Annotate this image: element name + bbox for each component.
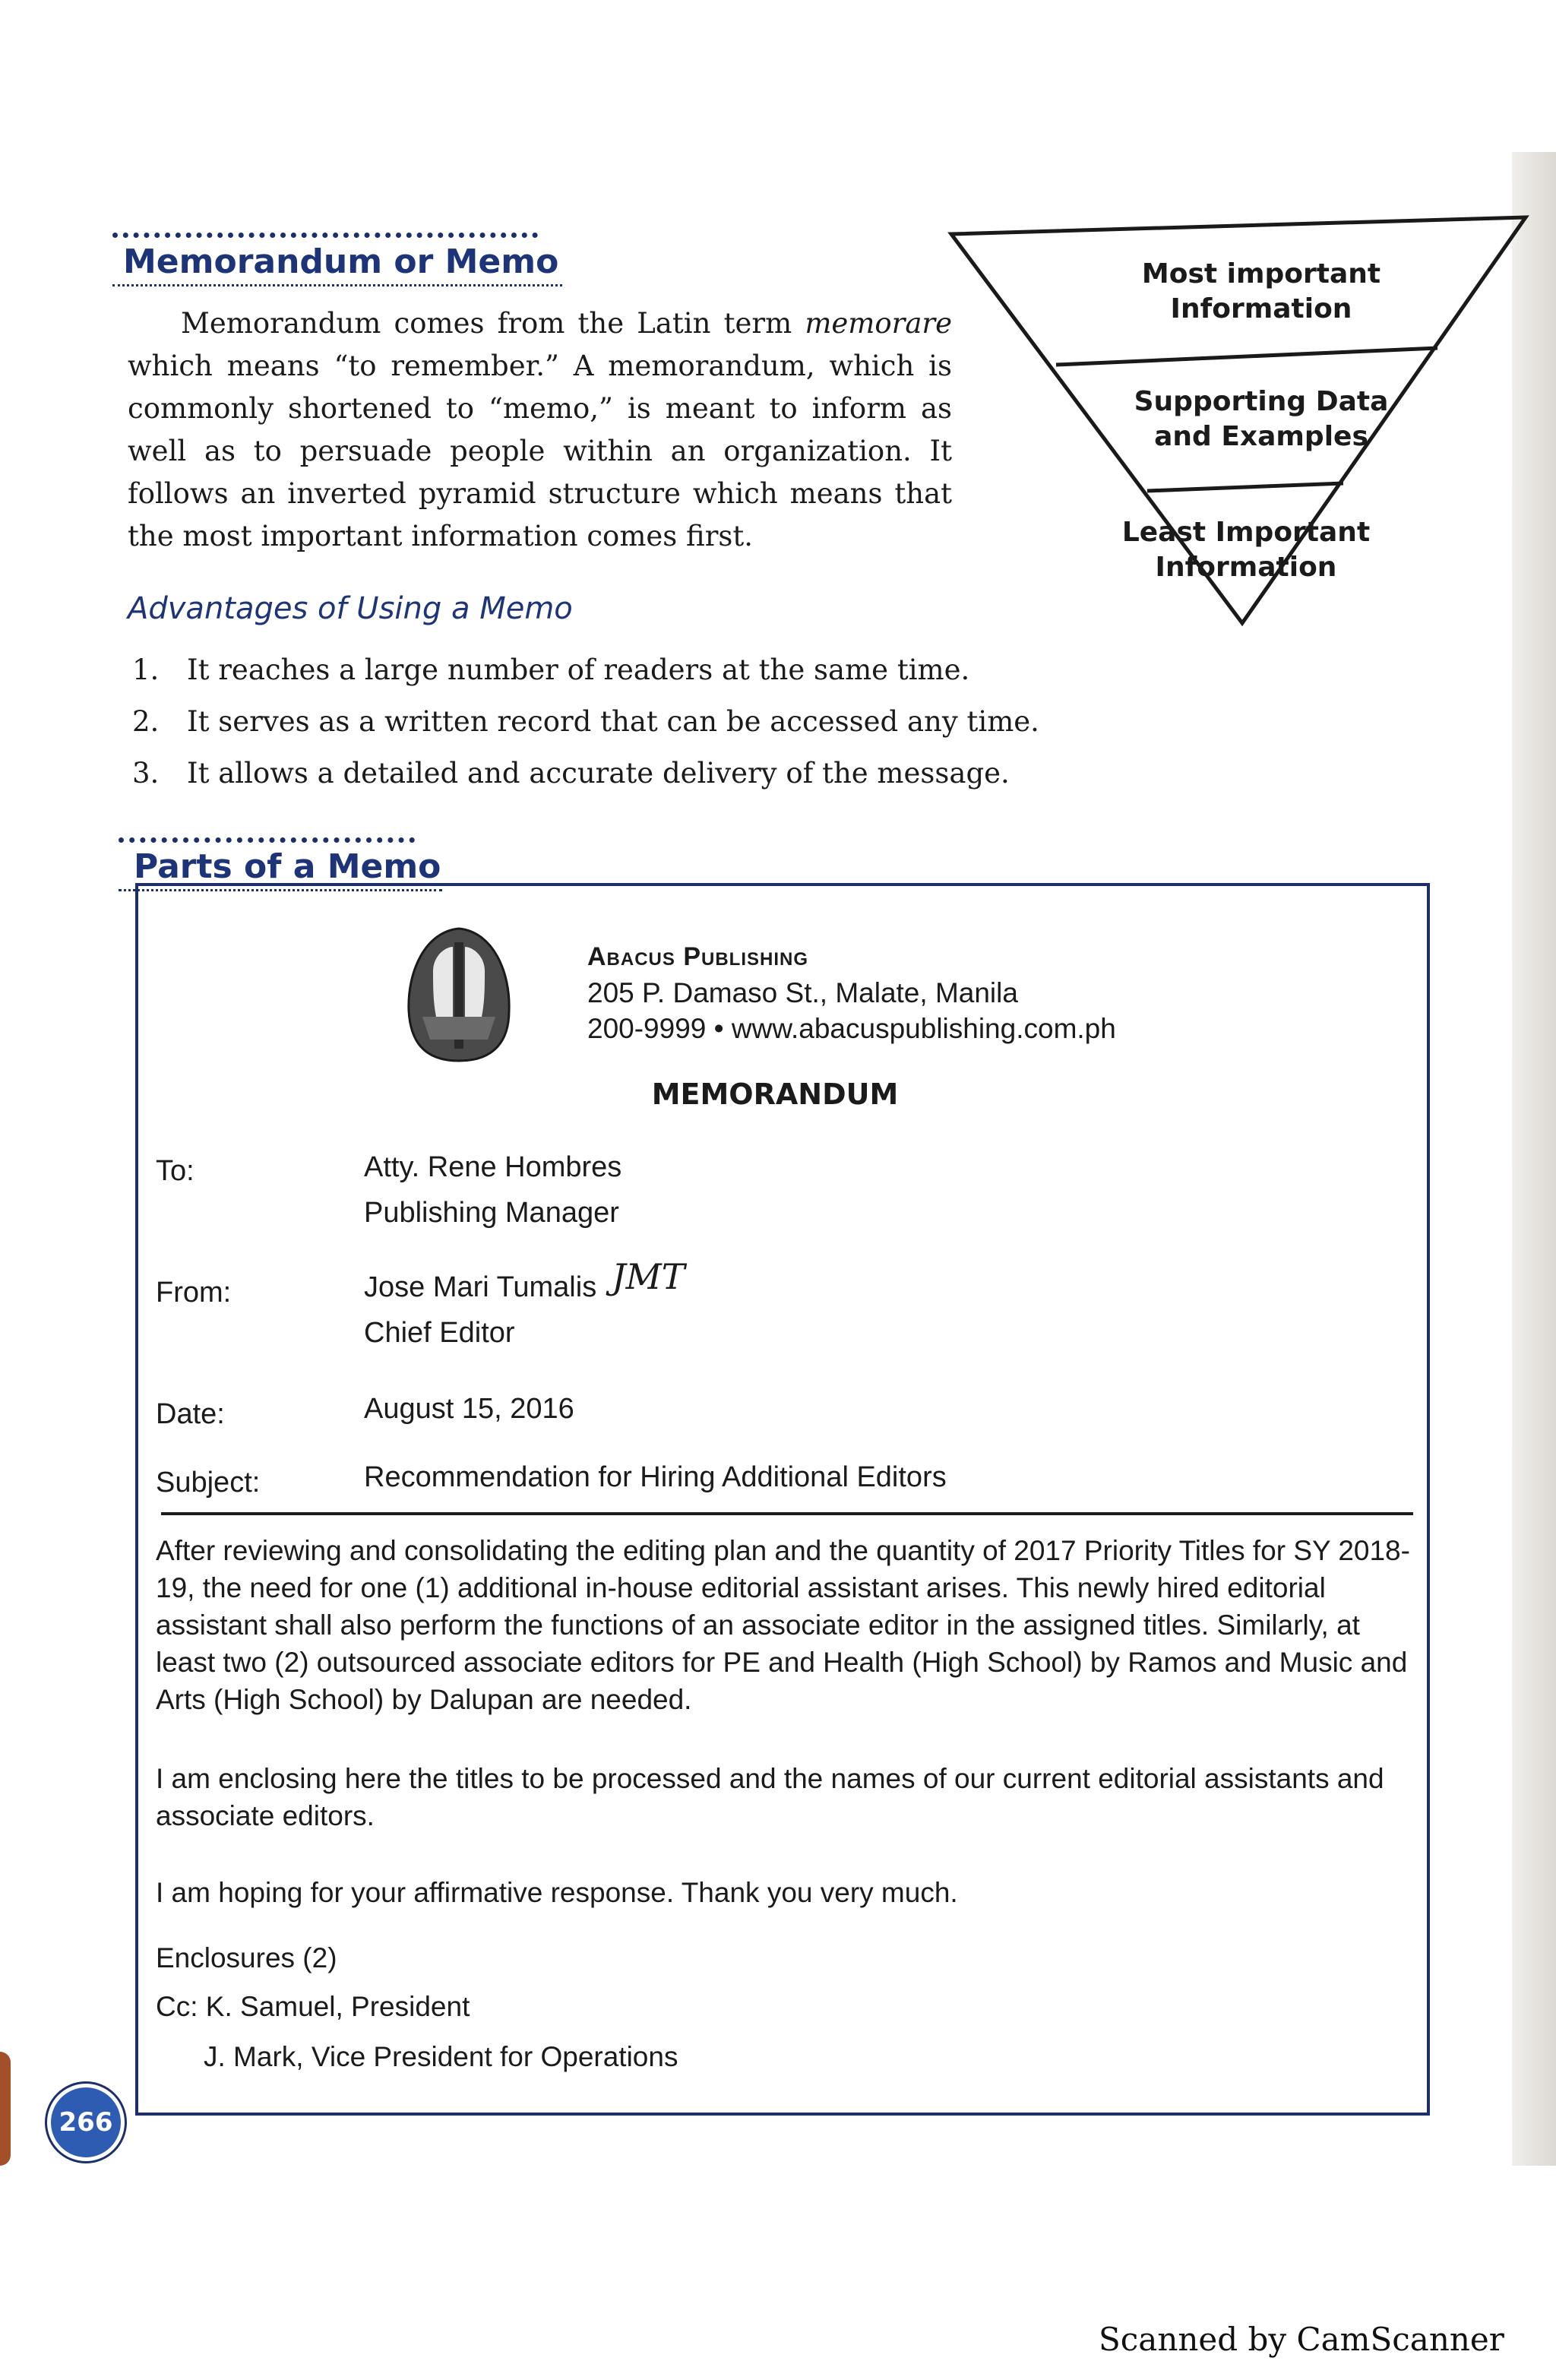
to-label: To: (156, 1155, 194, 1187)
page-number-badge: 266 (47, 2084, 125, 2161)
sender-title: Chief Editor (364, 1317, 515, 1349)
list-text: It reaches a large number of readers at the same time. (187, 654, 970, 686)
list-number: 3. (132, 757, 160, 790)
list-text: It serves as a written record that can be accessed any time. (187, 705, 1039, 738)
company-letterhead (587, 939, 1116, 1046)
date-label: Date: (156, 1398, 225, 1430)
intro-text-end: which means “to remember.” A memorandum, which is commonly shortened to “memo,” is meant to inform as well as to persuade people within an organization. It follows an inverted pyramid structure which means that the most important information comes first. (128, 350, 952, 552)
company-contact: 200-9999 • www.abacuspublishing.com.ph (587, 1013, 1116, 1044)
scanner-watermark: Scanned by CamScanner (1099, 2321, 1504, 2358)
pyramid-top-line1: Most important (1141, 258, 1381, 290)
pyramid-top-label (1086, 257, 1436, 327)
section-title-memo: Memorandum or Memo (123, 242, 559, 281)
advantages-list (132, 654, 1039, 809)
company-address: 205 P. Damaso St., Malate, Manila (587, 977, 1018, 1008)
heading-dots (119, 837, 415, 843)
subject-value: Recommendation for Hiring Additional Editors (364, 1461, 947, 1493)
memo-divider (161, 1512, 1413, 1515)
from-label: From: (156, 1277, 232, 1309)
company-name: Abacus Publishing (587, 942, 809, 971)
pyramid-bottom-line1: Least Important (1121, 517, 1371, 548)
advantages-title: Advantages of Using a Memo (128, 591, 573, 626)
list-item (132, 654, 1039, 705)
abacus-logo (403, 926, 515, 1064)
recipient-title: Publishing Manager (364, 1197, 619, 1229)
list-text: It allows a detailed and accurate delivery of the message. (187, 757, 1010, 790)
memo-heading (0, 1078, 1556, 1111)
pyramid-bottom-label (1094, 515, 1398, 585)
pyramid-middle-line1: Supporting Data (1134, 386, 1389, 417)
memo-body-paragraph-3: I am hoping for your affirmative response. Thank you very much. (156, 1877, 958, 1908)
date-value: August 15, 2016 (364, 1393, 574, 1425)
inverted-pyramid-diagram (942, 213, 1535, 638)
subject-label: Subject: (156, 1467, 261, 1499)
pyramid-middle-line2: and Examples (1154, 421, 1368, 452)
book-spine (0, 2052, 11, 2166)
heading-underline (112, 284, 562, 286)
latin-term: memorare (805, 307, 952, 340)
intro-paragraph (128, 302, 952, 558)
heading-dots (112, 233, 538, 238)
section-heading-memo (112, 233, 562, 286)
from-value (364, 1256, 685, 1356)
pyramid-bottom-line2: Information (1155, 552, 1337, 583)
list-item (132, 705, 1039, 757)
list-item (132, 757, 1039, 809)
enclosures-note: Enclosures (2) (156, 1942, 337, 1973)
memo-body-paragraph-1: After reviewing and consolidating the editing plan and the quantity of 2017 Priority Titles for SY 2018-19, the need for one (1) additional in-house editorial assistant arises. This newly hired editorial assistant shall also perform the functions of an associate editor in the assigned titles. Similarly, at least two (2) outsourced associate editors for PE and Health (High School) by Ramos and Music and Arts (High School) by Dalupan are needed. (156, 1535, 1410, 1715)
to-value (364, 1144, 621, 1236)
sender-initials: JMT (612, 1256, 685, 1297)
list-number: 2. (132, 705, 160, 738)
memo-heading-text: MEMORANDUM (651, 1078, 899, 1111)
intro-text-start: Memorandum comes from the Latin term (181, 307, 805, 340)
memo-body-paragraph-2: I am enclosing here the titles to be processed and the names of our current editorial assistants and associate editors. (156, 1763, 1384, 1831)
cc-label: Cc: (156, 1991, 198, 2022)
pyramid-middle-label (1086, 385, 1436, 454)
cc-line-1 (156, 1991, 470, 2023)
recipient-name: Atty. Rene Hombres (364, 1151, 622, 1183)
cc-recipient: K. Samuel, President (205, 1991, 470, 2022)
pyramid-top-line2: Information (1170, 293, 1352, 324)
list-number: 1. (132, 654, 160, 686)
logo-emblem-icon (403, 926, 515, 1064)
section-title-parts: Parts of a Memo (134, 847, 441, 886)
sender-name: Jose Mari Tumalis (364, 1271, 597, 1303)
cc-line-2: J. Mark, Vice President for Operations (204, 2041, 678, 2072)
sender-line (364, 1256, 685, 1310)
